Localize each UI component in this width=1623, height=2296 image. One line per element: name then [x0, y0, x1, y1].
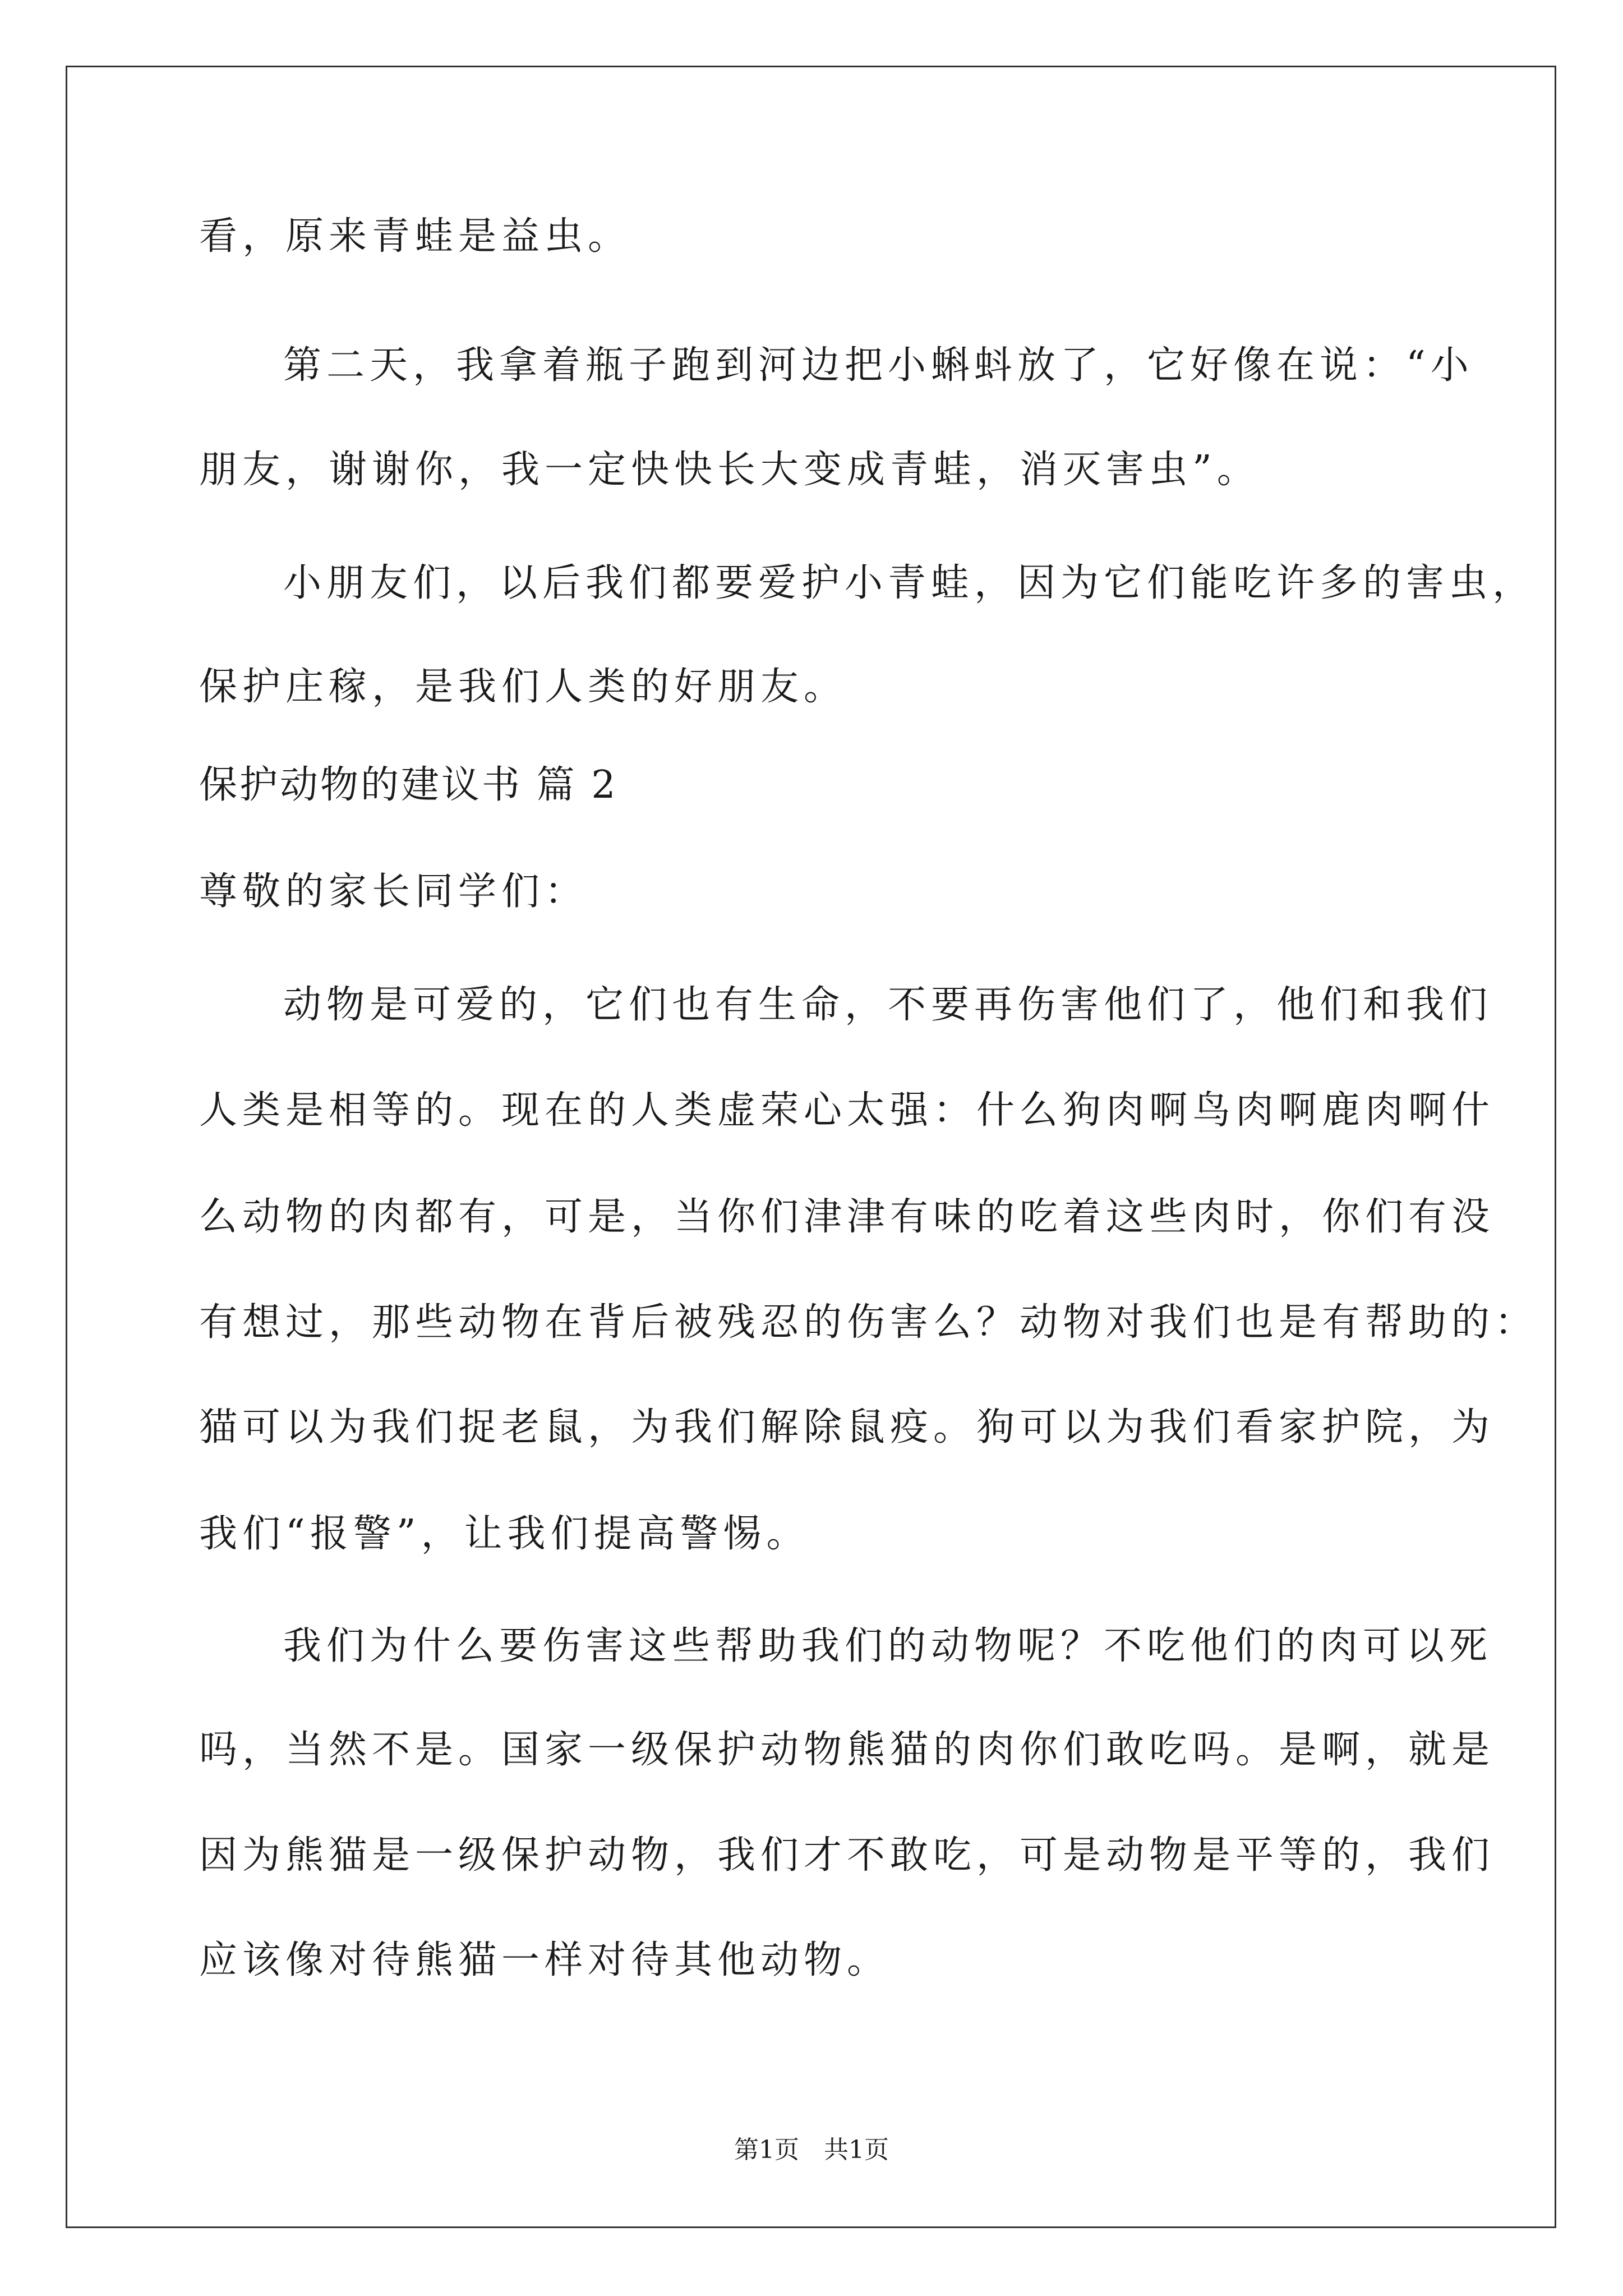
- section-heading: 保护动物的建议书 篇 2: [199, 763, 618, 807]
- page-border: [66, 66, 1556, 2228]
- salutation: 尊敬的家长同学们：: [199, 869, 588, 914]
- text-line: 第二天，我拿着瓶子跑到河边把小蝌蚪放了，它好像在说：“小: [283, 343, 1474, 388]
- text-line: 我们为什么要伤害这些帮助我们的动物呢？不吃他们的肉可以死: [283, 1624, 1493, 1668]
- text-line: 吗，当然不是。国家一级保护动物熊猫的肉你们敢吃吗。是啊，就是: [199, 1728, 1495, 1772]
- text-line: 么动物的肉都有，可是，当你们津津有味的吃着这些肉时，你们有没: [199, 1195, 1495, 1239]
- text-line: 有想过，那些动物在背后被残忍的伤害么？动物对我们也是有帮助的：: [199, 1300, 1538, 1345]
- text-line: 小朋友们，以后我们都要爱护小青蛙，因为它们能吃许多的害虫，: [283, 561, 1536, 605]
- text-line: 朋友，谢谢你，我一定快快长大变成青蛙，消灭害虫”。: [199, 448, 1260, 492]
- text-line: 应该像对待熊猫一样对待其他动物。: [199, 1938, 891, 1982]
- text-line: 我们“报警”，让我们提高警惕。: [199, 1512, 810, 1556]
- text-line: 动物是可爱的，它们也有生命，不要再伤害他们了，他们和我们: [283, 983, 1493, 1027]
- text-line: 因为熊猫是一级保护动物，我们才不敢吃，可是动物是平等的，我们: [199, 1833, 1495, 1878]
- text-line: 人类是相等的。现在的人类虚荣心太强：什么狗肉啊鸟肉啊鹿肉啊什: [199, 1088, 1495, 1133]
- text-line: 看，原来青蛙是益虫。: [199, 214, 631, 259]
- page-footer: 第1页 共1页: [734, 2136, 889, 2164]
- text-line: 猫可以为我们捉老鼠，为我们解除鼠疫。狗可以为我们看家护院，为: [199, 1405, 1495, 1450]
- text-line: 保护庄稼，是我们人类的好朋友。: [199, 665, 847, 709]
